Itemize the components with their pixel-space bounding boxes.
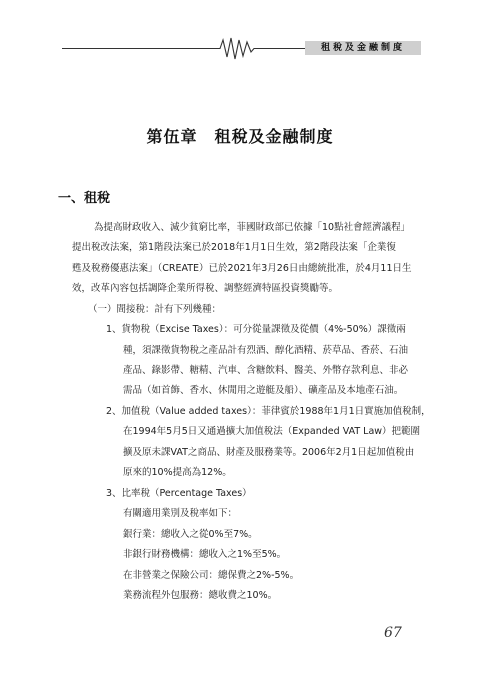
item-2-line-1: 2、加值稅（Value added taxes）：菲律賓於1988年1月1日實施加值稅制， [106,406,431,417]
intro-line-4: 效，改革內容包括調降企業所得稅、調整經濟特區投資獎勵等。 [72,283,339,294]
page-number: 67 [384,625,402,641]
item-1-line-3: 產品、錄影帶、糖精、汽車、含糖飲料、醫美、外幣存款利息、非必 [123,365,409,376]
intro-line-3: 甦及稅務優惠法案」（CREATE）已於2021年3月26日由總統批准，於4月11日生 [72,263,412,274]
section-heading: 一、租稅 [58,191,111,206]
item-3-line-4: 非銀行財務機構：總收入之1%至5%。 [123,549,287,560]
item-3-line-6: 業務流程外包服務：總收費之10%。 [123,590,278,601]
item-3-line-2: 有關適用業別及稅率如下： [123,508,238,519]
item-2-line-2: 在1994年5月5日又通過擴大加值稅法（Expanded VAT Law）把範圍 [123,426,421,437]
item-3-line-3: 銀行業：總收入之從0%至7%。 [123,529,258,540]
intro-line-1: 為提高財政收入、減少貧窮比率，菲國財政部已依據「10點社會經濟議程」 [94,222,411,233]
item-1-line-4: 需品（如首飾、香水、休閒用之遊艇及船）、礦產品及本地產石油。 [123,385,404,396]
item-3-line-5: 在非營業之保險公司：總保費之2%-5%。 [123,570,300,581]
running-header [0,0,480,70]
intro-line-2: 提出稅改法案，第1階段法案已於2018年1月1日生效，第2階段法案「企業復 [72,242,396,253]
item-2-line-4: 原來的10%提高為12%。 [123,467,232,478]
item-1-line-2: 種，須課徵貨物稅之產品計有烈酒、醇化酒精、菸草品、香菸、石油 [123,345,409,356]
item-3-line-1: 3、比率稅（Percentage Taxes） [106,488,252,499]
item-1-line-1: 1、貨物稅（Excise Taxes）：可分從量課徵及從價（4%-50%）課徵兩 [106,324,406,335]
header-rule-waveform [0,0,480,70]
item-2-line-3: 擴及原未課VAT之商品、財產及服務業等。2006年2月1日起加值稅由 [123,447,415,458]
header-title: 租稅及金融制度 [320,43,405,53]
chapter-title: 第伍章 租稅及金融制度 [146,127,334,146]
subsection-heading: （一）間接稅：計有下列幾種： [88,304,222,315]
header-wave [214,38,265,59]
